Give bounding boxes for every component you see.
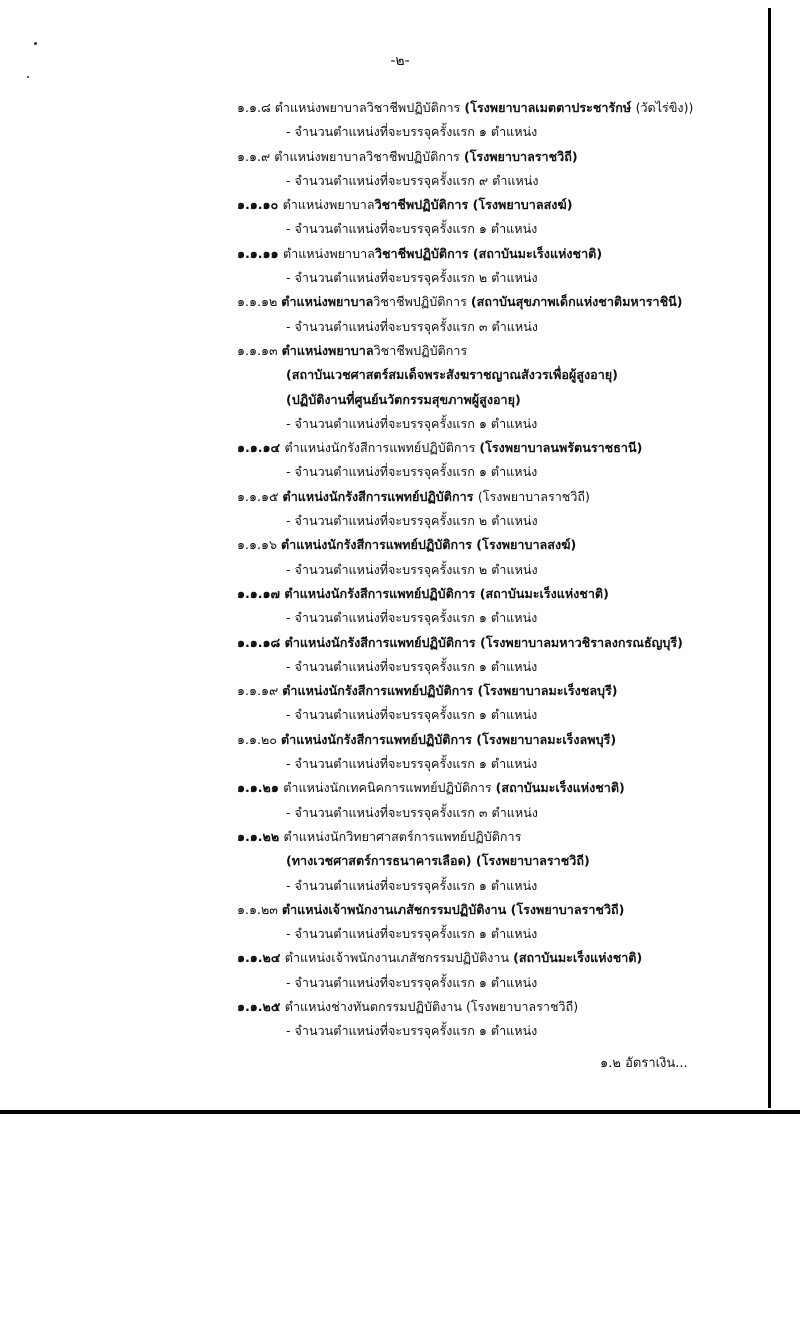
text-run: ตำแหน่งนักรังสีการแพทย์ปฏิบัติการ — [281, 731, 477, 747]
vacancy-count: - จำนวนตำแหน่งที่จะบรรจุครั้งแรก ๑ ตำแหน่ง — [286, 464, 538, 480]
position-title — [0, 679, 800, 703]
text-run: ๑.๑.๑๓ — [237, 342, 282, 358]
text-run: (โรงพยาบาลราชวิถี) — [465, 998, 579, 1014]
text-run: (สถาบันมะเร็งแห่งชาติ) — [479, 585, 609, 601]
text-run: ๑.๑.๑๔ — [237, 440, 285, 456]
position-entry — [0, 582, 800, 631]
text-run: ๑.๑.๑๐ — [237, 197, 283, 213]
text-run: ๑.๑.๑๗ — [237, 585, 285, 601]
text-run: ตำแหน่งนักรังสีการแพทย์ปฏิบัติการ — [282, 488, 478, 504]
text-run: ๑.๑.๒๐ — [237, 731, 281, 747]
vacancy-count: - จำนวนตำแหน่งที่จะบรรจุครั้งแรก ๑ ตำแหน่ง — [286, 415, 538, 431]
text-run: ๑.๑.๒๓ — [237, 901, 282, 917]
text-run: (สถาบันมะเร็งแห่งชาติ) — [472, 245, 603, 261]
text-run: ๑.๑.๑๘ — [237, 634, 285, 650]
text-run: ๑.๑.๑๕ — [237, 488, 283, 504]
position-title — [0, 728, 800, 752]
position-title — [0, 193, 800, 217]
text-run: ตำแหน่งนักเทคนิคการแพทย์ปฏิบัติการ — [283, 780, 496, 796]
position-entry — [0, 776, 800, 825]
vacancy-count: - จำนวนตำแหน่งที่จะบรรจุครั้งแรก ๑ ตำแหน่ง — [286, 658, 538, 674]
vacancy-count: - จำนวนตำแหน่งที่จะบรรจุครั้งแรก ๑ ตำแหน่ง — [286, 124, 538, 140]
position-title — [0, 776, 800, 800]
text-run: (โรงพยาบาลราชวิถี) — [510, 901, 625, 917]
text-run: ตำแหน่งพยาบาล — [281, 342, 374, 358]
text-run: ๑.๑.๑๖ — [237, 537, 281, 553]
position-title — [0, 96, 800, 120]
position-entry — [0, 728, 800, 777]
text-run: (โรงพยาบาลสงฆ์) — [476, 537, 577, 553]
position-entry — [0, 145, 800, 194]
position-title — [0, 995, 800, 1019]
text-run: ๑.๑.๒๔ — [237, 950, 285, 966]
text-run: (โรงพยาบาลมะเร็งชลบุรี) — [477, 683, 618, 699]
text-run: วิชาชีพปฏิบัติการ — [373, 294, 471, 310]
text-run: (สถาบันมะเร็งแห่งชาติ) — [495, 780, 625, 796]
vacancy-count: - จำนวนตำแหน่งที่จะบรรจุครั้งแรก ๑ ตำแหน่ง — [286, 221, 538, 237]
position-title — [0, 631, 800, 655]
text-run: ๑.๑.๑๑ — [237, 245, 283, 261]
text-run: ตำแหน่งนักรังสีการแพทย์ปฏิบัติการ — [284, 440, 480, 456]
position-entry — [0, 533, 800, 582]
text-run: (โรงพยาบาลสงฆ์) — [472, 197, 573, 213]
text-run: (วัดไร่ขิง)) — [635, 100, 694, 115]
vacancy-count: - จำนวนตำแหน่งที่จะบรรจุครั้งแรก ๑ ตำแหน่ง — [286, 610, 538, 626]
page-number: -๒- — [390, 53, 410, 69]
text-run: (สถาบันเวชศาสตร์สมเด็จพระสังฆราชญาณสังวรเพื่อผู้สูงอายุ) — [286, 367, 618, 383]
position-entry — [0, 436, 800, 485]
position-title-continued — [0, 363, 800, 387]
position-entry — [0, 631, 800, 680]
text-run: ตำแหน่งนักวิทยาศาสตร์การแพทย์ปฏิบัติการ — [283, 828, 522, 844]
text-run: ๑.๑.๒๒ — [237, 828, 284, 844]
text-run: วิชาชีพปฏิบัติการ — [374, 245, 473, 261]
text-run: ตำแหน่งช่างทันตกรรมปฏิบัติงาน — [284, 998, 466, 1014]
position-entry — [0, 242, 800, 291]
position-title — [0, 485, 800, 509]
text-run: วิชาชีพปฏิบัติการ — [374, 197, 473, 213]
position-entry — [0, 193, 800, 242]
text-run: (ทางเวชศาสตร์การธนาคารเลือด) — [286, 853, 476, 869]
position-entry — [0, 96, 800, 145]
text-run: (โรงพยาบาลเมตตาประชารักษ์ — [464, 100, 636, 115]
text-run: (โรงพยาบาลราชวิถี) — [477, 488, 590, 504]
vacancy-count: - จำนวนตำแหน่งที่จะบรรจุครั้งแรก ๓ ตำแหน่ง — [286, 318, 538, 334]
text-run: ๑.๑.๙ ตำแหน่งพยาบาลวิชาชีพปฏิบัติการ — [237, 148, 464, 164]
vacancy-count: - จำนวนตำแหน่งที่จะบรรจุครั้งแรก ๑ ตำแหน่ง — [286, 1023, 538, 1039]
text-run: (ปฏิบัติงานที่ศูนย์นวัตกรรมสุขภาพผู้สูงอายุ) — [286, 391, 521, 407]
text-run: ๑.๑.๘ ตำแหน่ง — [237, 100, 322, 115]
vacancy-count: - จำนวนตำแหน่งที่จะบรรจุครั้งแรก ๒ ตำแหน่ง — [286, 513, 538, 529]
continuation-note: ๑.๒ อัตราเงิน... — [600, 1056, 688, 1071]
text-run: (โรงพยาบาลนพรัตนราชธานี) — [479, 440, 643, 456]
scan-speck — [27, 76, 29, 78]
position-title — [0, 242, 800, 266]
vacancy-count: - จำนวนตำแหน่งที่จะบรรจุครั้งแรก ๑ ตำแหน่ง — [286, 926, 538, 942]
position-entry — [0, 946, 800, 995]
vacancy-count: - จำนวนตำแหน่งที่จะบรรจุครั้งแรก ๑ ตำแหน่ง — [286, 974, 538, 990]
text-run: พยาบาลวิชาชีพปฏิบัติการ — [321, 100, 465, 115]
position-entry — [0, 995, 800, 1044]
position-title-continued — [0, 849, 800, 873]
page-bottom-rule — [0, 1110, 800, 1114]
text-run: (สถาบันมะเร็งแห่งชาติ) — [513, 950, 643, 966]
position-entry — [0, 290, 800, 339]
vacancy-count: - จำนวนตำแหน่งที่จะบรรจุครั้งแรก ๓ ตำแหน่ง — [286, 804, 538, 820]
text-run: ตำแหน่งพยาบาล — [282, 245, 375, 261]
text-run: ตำแหน่งพยาบาล — [282, 197, 375, 213]
text-run: ตำแหน่งนักรังสีการแพทย์ปฏิบัติการ — [282, 683, 478, 699]
position-list — [0, 96, 800, 1044]
position-title — [0, 825, 800, 849]
position-title — [0, 946, 800, 970]
position-title — [0, 145, 800, 169]
position-title-continued — [0, 388, 800, 412]
vacancy-count: - จำนวนตำแหน่งที่จะบรรจุครั้งแรก ๒ ตำแหน่ง — [286, 270, 538, 286]
vacancy-count: - จำนวนตำแหน่งที่จะบรรจุครั้งแรก ๑ ตำแหน่ง — [286, 756, 538, 772]
text-run: ๑.๑.๑๒ — [237, 294, 282, 310]
text-run: ตำแหน่งพยาบาล — [281, 294, 374, 310]
text-run: วิชาชีพปฏิบัติการ — [373, 342, 468, 358]
position-entry — [0, 825, 800, 898]
text-run: ตำแหน่งนักรังสีการแพทย์ปฏิบัติการ — [284, 585, 480, 601]
text-run: (โรงพยาบาลมะเร็งลพบุรี) — [476, 731, 617, 747]
text-run: (โรงพยาบาลราชวิถี) — [463, 148, 578, 164]
position-entry — [0, 339, 800, 436]
vacancy-count: - จำนวนตำแหน่งที่จะบรรจุครั้งแรก ๒ ตำแหน่ง — [286, 561, 538, 577]
position-title — [0, 436, 800, 460]
position-entry — [0, 898, 800, 947]
vacancy-count: - จำนวนตำแหน่งที่จะบรรจุครั้งแรก ๙ ตำแหน่ง — [286, 172, 539, 188]
vacancy-count: - จำนวนตำแหน่งที่จะบรรจุครั้งแรก ๑ ตำแหน่ง — [286, 707, 538, 723]
position-entry — [0, 679, 800, 728]
text-run: ๑.๑.๒๑ — [237, 780, 284, 796]
position-entry — [0, 485, 800, 534]
position-title — [0, 898, 800, 922]
scan-speck — [34, 42, 37, 45]
text-run: (โรงพยาบาลราชวิถี) — [475, 853, 590, 869]
position-title — [0, 339, 800, 363]
text-run: ๑.๑.๑๙ — [237, 683, 283, 699]
text-run: ตำแหน่งนักรังสีการแพทย์ปฏิบัติการ — [284, 634, 480, 650]
text-run: (โรงพยาบาลมหาวชิราลงกรณธัญบุรี) — [479, 634, 683, 650]
text-run: (สถาบันสุขภาพเด็กแห่งชาติมหาราชินี) — [470, 294, 683, 310]
position-title — [0, 290, 800, 314]
position-title — [0, 582, 800, 606]
text-run: ตำแหน่งเจ้าพนักงานเภสัชกรรมปฏิบัติงาน — [281, 901, 511, 917]
text-run: ๑.๑.๒๕ — [237, 998, 285, 1014]
vacancy-count: - จำนวนตำแหน่งที่จะบรรจุครั้งแรก ๑ ตำแหน่ง — [286, 877, 538, 893]
position-title — [0, 533, 800, 557]
text-run: ตำแหน่งเจ้าพนักงานเภสัชกรรมปฏิบัติงาน — [284, 950, 514, 966]
text-run: ตำแหน่งนักรังสีการแพทย์ปฏิบัติการ — [281, 537, 477, 553]
